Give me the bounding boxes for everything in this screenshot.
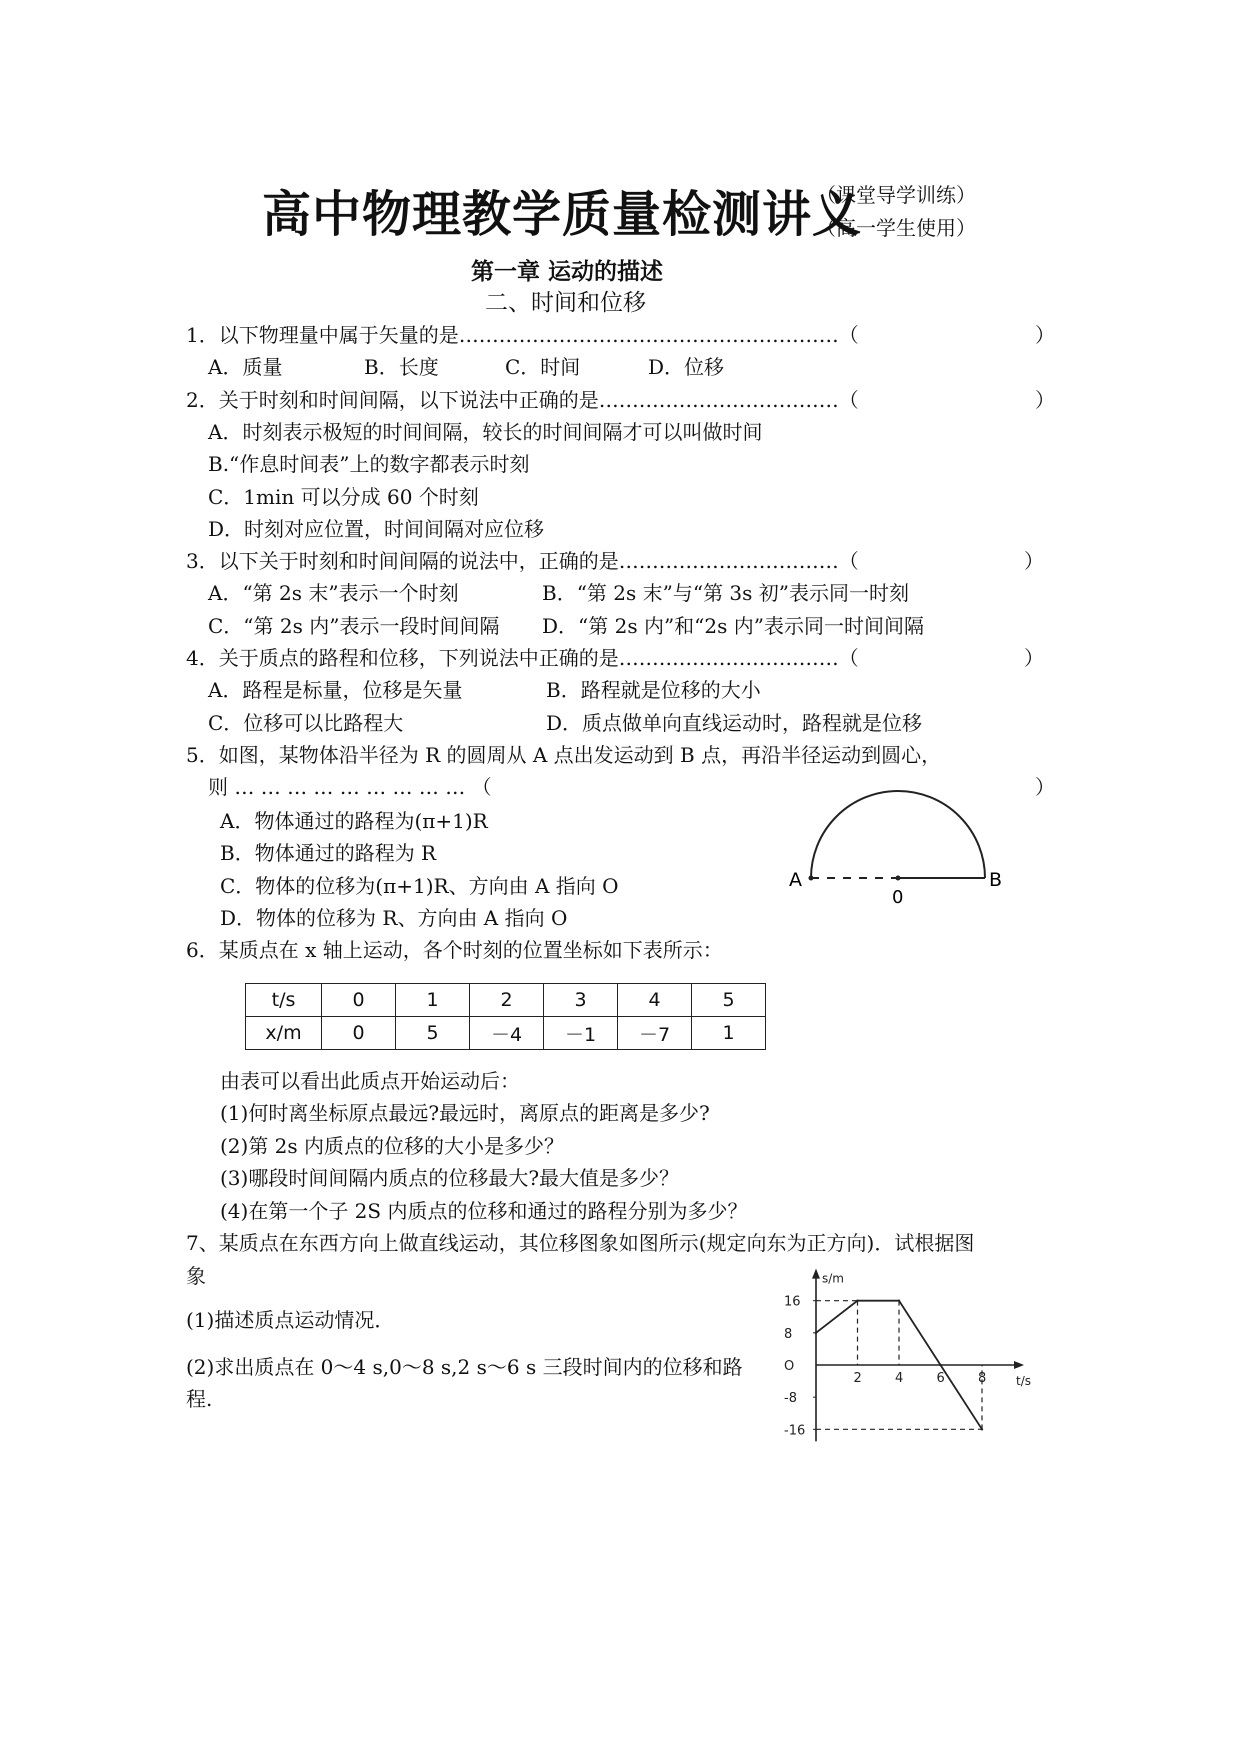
displacement-time-chart <box>780 1262 1060 1462</box>
y-tick-label: -16 <box>784 1423 806 1439</box>
q4-option-c: C．位移可以比路程大 <box>208 711 404 735</box>
x-tick-label: 8 <box>978 1371 987 1386</box>
chapter-heading: 第一章 运动的描述 <box>471 258 664 285</box>
q5-bracket-close: ） <box>1035 775 1055 799</box>
semicircle-figure <box>786 790 1016 908</box>
q5-option-b: B．物体通过的路程为 R <box>220 841 437 865</box>
q7-stem-continued: 象 <box>186 1264 206 1288</box>
x-axis-arrow <box>1014 1361 1024 1369</box>
label-o: 0 <box>892 887 904 908</box>
q5-option-c: C．物体的位移为(π+1)R、方向由 A 指向 O <box>220 874 619 898</box>
q7-stem: 7、某质点在东西方向上做直线运动，其位移图象如图所示(规定向东为正方向)．试根据图 <box>186 1231 975 1255</box>
label-a: A <box>789 869 802 891</box>
table-cell: 3 <box>544 984 618 1017</box>
q3-option-d: D．“第 2s 内”和“2s 内”表示同一时间间隔 <box>542 614 924 638</box>
point-o-dot <box>896 876 901 881</box>
q2-option-a: A．时刻表示极短的时间间隔，较长的时间间隔才可以叫做时间 <box>208 420 763 444</box>
q1-option-c: C．时间 <box>505 355 581 379</box>
q6-sub-1: (1)何时离坐标原点最远?最远时，离原点的距离是多少? <box>220 1101 710 1125</box>
q6-sub-3: (3)哪段时间间隔内质点的位移最大?最大值是多少？ <box>220 1166 680 1190</box>
y-tick-label: 8 <box>784 1326 793 1342</box>
table-cell: －7 <box>618 1017 692 1050</box>
q4-option-b: B．路程就是位移的大小 <box>546 678 761 702</box>
table-cell: x/m <box>246 1017 322 1050</box>
q6-sub-4: (4)在第一个子 2S 内质点的位移和通过的路程分别为多少？ <box>220 1199 748 1223</box>
y-tick-label: -8 <box>784 1391 797 1407</box>
q1-bracket-close: ） <box>1035 323 1055 347</box>
q4-option-d: D．质点做单向直线运动时，路程就是位移 <box>546 711 923 735</box>
label-b: B <box>989 869 1003 891</box>
semicircle-arc <box>811 791 985 878</box>
table-cell: 1 <box>692 1017 766 1050</box>
q5-option-d: D．物体的位移为 R、方向由 A 指向 O <box>220 906 568 930</box>
q2-option-c: C．1min 可以分成 60 个时刻 <box>208 485 479 509</box>
data-point <box>815 1332 817 1334</box>
q7-sub-2-continued: 程. <box>186 1387 213 1411</box>
table-cell: 5 <box>692 984 766 1017</box>
q3-option-b: B．“第 2s 末”与“第 3s 初”表示同一时刻 <box>542 581 910 605</box>
x-tick-label: 4 <box>895 1371 904 1386</box>
y-axis-label: s/m <box>822 1271 844 1286</box>
x-tick-label: 6 <box>936 1371 945 1386</box>
q7-sub-1: (1)描述质点运动情况． <box>186 1308 395 1332</box>
q6-intro: 由表可以看出此质点开始运动后： <box>220 1069 520 1093</box>
data-point <box>981 1428 983 1430</box>
table-cell: －1 <box>544 1017 618 1050</box>
title-note-1: （课堂导学训练） <box>816 183 976 207</box>
section-heading: 二、时间和位移 <box>485 290 646 316</box>
table-cell: 5 <box>396 1017 470 1050</box>
table-row <box>246 1017 766 1050</box>
table-cell: t/s <box>246 984 322 1017</box>
table-cell: 2 <box>470 984 544 1017</box>
y-tick-label: O <box>784 1359 795 1374</box>
q6-stem: 6．某质点在 x 轴上运动，各个时刻的位置坐标如下表所示： <box>186 938 723 962</box>
q7-sub-2: (2)求出质点在 0～4 s,0～8 s,2 s～6 s 三段时间内的位移和路 <box>186 1355 743 1379</box>
q5-stem-continued: 则 … … … … … … … … … （ <box>208 775 492 799</box>
table-cell: 0 <box>322 984 396 1017</box>
point-a-dot <box>809 876 814 881</box>
title-note-2: （高一学生使用） <box>816 216 976 240</box>
table-row <box>246 984 766 1017</box>
data-point <box>898 1299 900 1301</box>
q1-stem: 1．以下物理量中属于矢量的是…………………………………………………（ <box>186 323 859 347</box>
q3-stem: 3．以下关于时刻和时间间隔的说法中，正确的是……………………………（ <box>186 549 859 573</box>
q4-option-a: A．路程是标量，位移是矢量 <box>208 678 463 702</box>
q3-bracket-close: ） <box>1024 549 1044 573</box>
table-cell: 1 <box>396 984 470 1017</box>
data-point <box>856 1299 858 1301</box>
q6-sub-2: (2)第 2s 内质点的位移的大小是多少？ <box>220 1134 565 1158</box>
q2-stem: 2．关于时刻和时间间隔，以下说法中正确的是………………………………（ <box>186 388 859 412</box>
position-table <box>245 983 766 1050</box>
q3-option-c: C．“第 2s 内”表示一段时间间隔 <box>208 614 500 638</box>
q1-option-b: B．长度 <box>364 355 439 379</box>
data-point <box>939 1364 941 1366</box>
q2-bracket-close: ） <box>1035 388 1055 412</box>
q5-stem: 5．如图，某物体沿半径为 R 的圆周从 A 点出发运动到 B 点，再沿半径运动到圆心， <box>186 743 942 767</box>
x-axis-label: t/s <box>1016 1374 1031 1388</box>
y-axis-arrow <box>812 1269 820 1279</box>
q1-option-a: A．质量 <box>208 355 283 379</box>
q2-option-b: B.“作息时间表”上的数字都表示时刻 <box>208 452 530 476</box>
y-tick-label: 16 <box>784 1294 801 1310</box>
q5-option-a: A．物体通过的路程为(π+1)R <box>220 809 488 833</box>
x-tick-label: 2 <box>853 1371 862 1386</box>
q2-option-d: D．时刻对应位置，时间间隔对应位移 <box>208 517 545 541</box>
q4-bracket-close: ） <box>1024 646 1044 670</box>
q4-stem: 4．关于质点的路程和位移，下列说法中正确的是……………………………（ <box>186 646 859 670</box>
page-title: 高中物理教学质量检测讲义 <box>262 185 863 243</box>
table-cell: －4 <box>470 1017 544 1050</box>
table-cell: 4 <box>618 984 692 1017</box>
table-cell: 0 <box>322 1017 396 1050</box>
q1-option-d: D．位移 <box>648 355 725 379</box>
q3-option-a: A．“第 2s 末”表示一个时刻 <box>208 581 459 605</box>
